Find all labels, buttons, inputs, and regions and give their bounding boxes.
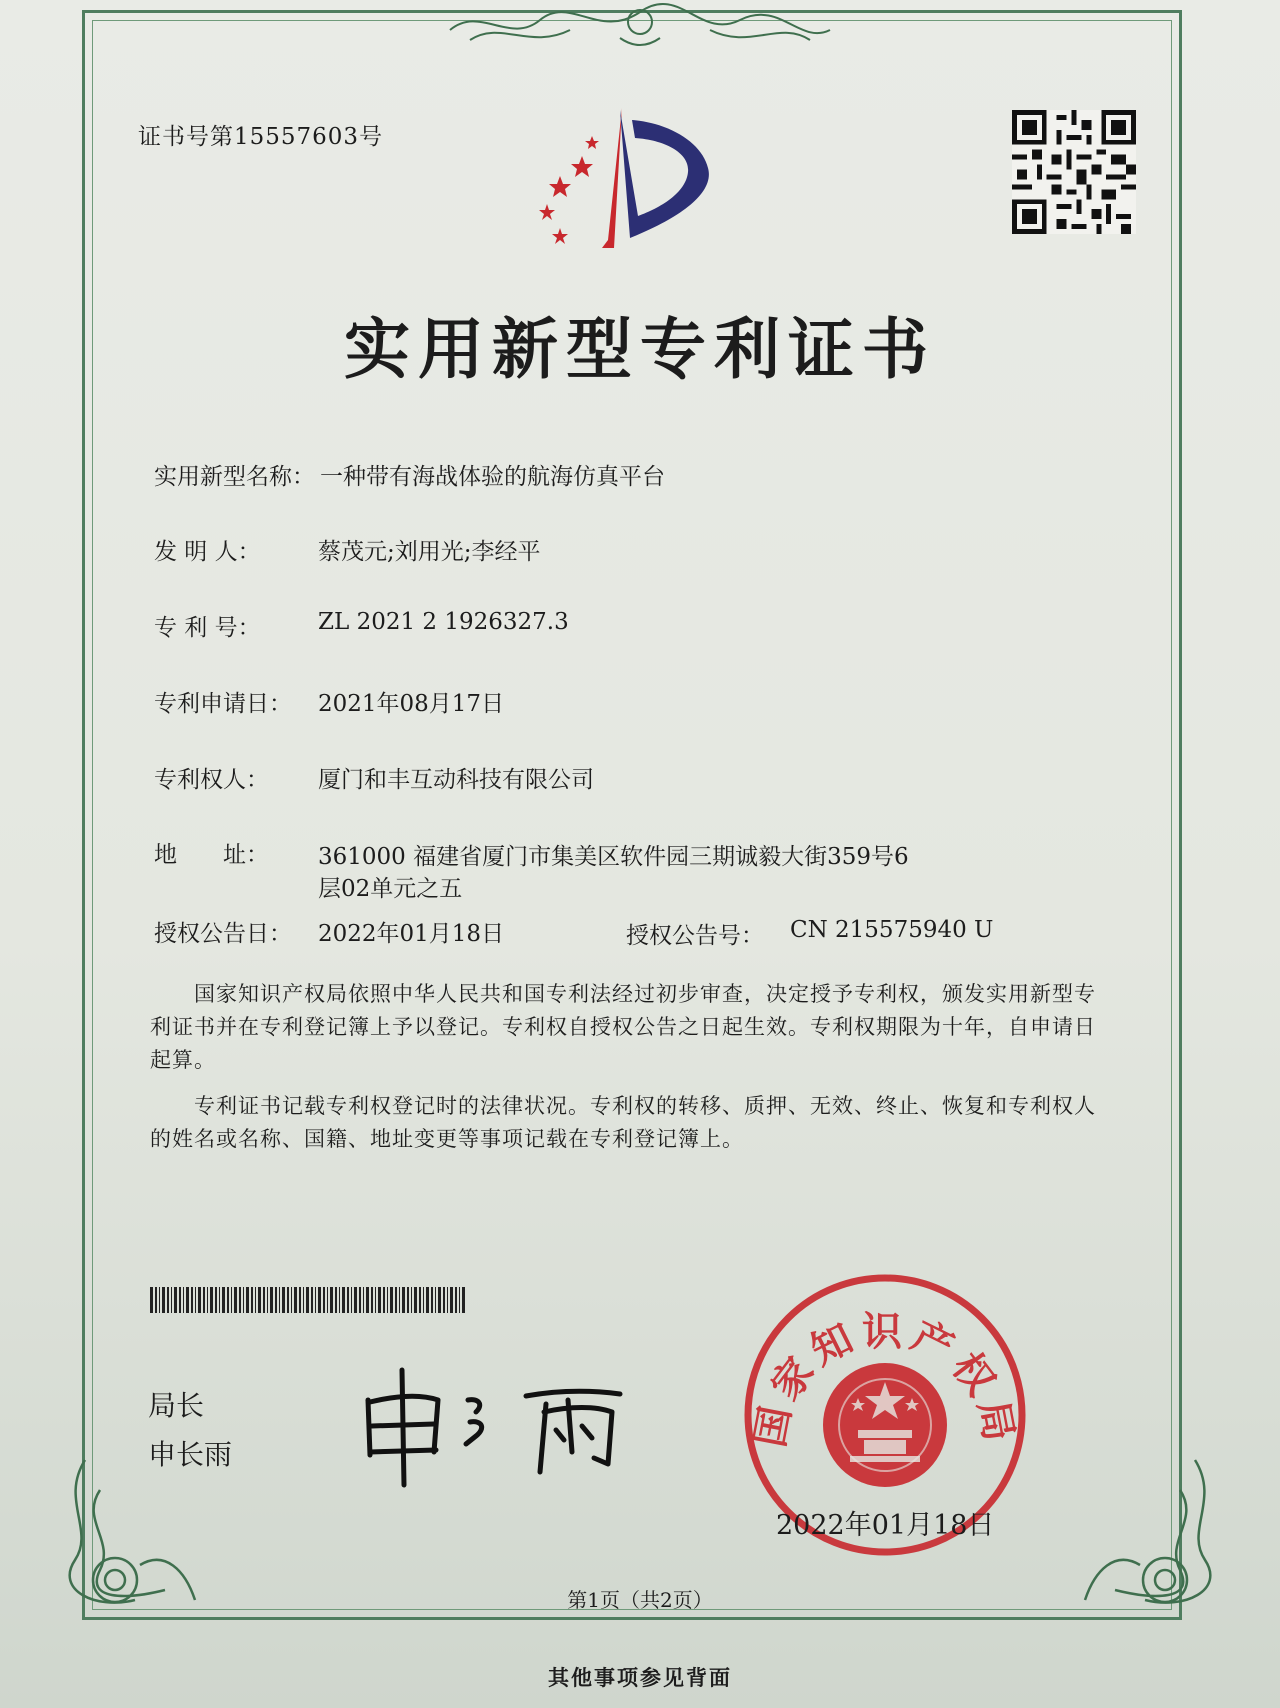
- patent-number-value: ZL 2021 2 1926327.3: [318, 609, 569, 635]
- address-value-line2: 层02单元之五: [318, 876, 463, 902]
- grant-date-label: 授权公告日：: [154, 921, 292, 947]
- top-ornament-icon: [440, 0, 840, 52]
- patentee-value: 厦门和丰互动科技有限公司: [318, 767, 594, 793]
- statement-paragraph-1: 国家知识产权局依照中华人民共和国专利法经过初步审查，决定授予专利权，颁发实用新型专利证书并在专利登记簿上予以登记。专利权自授权公告之日起生效。专利权期限为十年，自申请日起算。: [150, 982, 1096, 1072]
- barcode-icon: [150, 1287, 466, 1313]
- seal-date: 2022年01月18日: [776, 1510, 995, 1541]
- qr-code-icon: [1012, 110, 1136, 234]
- seal-text: 国家知识产权局: [747, 1309, 1023, 1451]
- patentee-label: 专利权人：: [154, 767, 269, 793]
- statement-paragraph-2: 专利证书记载专利权登记时的法律状况。专利权的转移、质押、无效、终止、恢复和专利权人的姓名或名称、国籍、地址变更等事项记载在专利登记簿上。: [150, 1094, 1096, 1151]
- patent-number-label: 专 利 号：: [154, 615, 261, 641]
- address-label: 地 址：: [154, 842, 269, 868]
- director-title: 局长: [148, 1389, 205, 1422]
- director-name: 申长雨: [148, 1438, 233, 1471]
- certificate-title: 实用新型专利证书: [344, 311, 936, 388]
- inventor-label: 发 明 人：: [154, 539, 261, 565]
- address-value-line1: 361000 福建省厦门市集美区软件园三期诚毅大街359号6: [318, 844, 909, 870]
- filing-date-value: 2021年08月17日: [318, 691, 505, 717]
- utility-model-name-value: 一种带有海战体验的航海仿真平台: [320, 464, 665, 490]
- footer-note: 其他事项参见背面: [548, 1665, 732, 1690]
- filing-date-label: 专利申请日：: [154, 691, 292, 717]
- handwritten-signature-icon: [350, 1360, 630, 1490]
- grant-number-label: 授权公告号：: [626, 923, 764, 949]
- cnipa-logo-icon: [530, 98, 730, 258]
- page-indicator: 第1页（共2页）: [567, 1588, 713, 1612]
- utility-model-name-label: 实用新型名称：: [154, 464, 315, 490]
- grant-date-value: 2022年01月18日: [318, 921, 505, 947]
- grant-number-value: CN 215575940 U: [790, 917, 994, 943]
- inventor-value: 蔡茂元;刘用光;李经平: [318, 539, 541, 565]
- certificate-number: 证书号第15557603号: [138, 124, 384, 150]
